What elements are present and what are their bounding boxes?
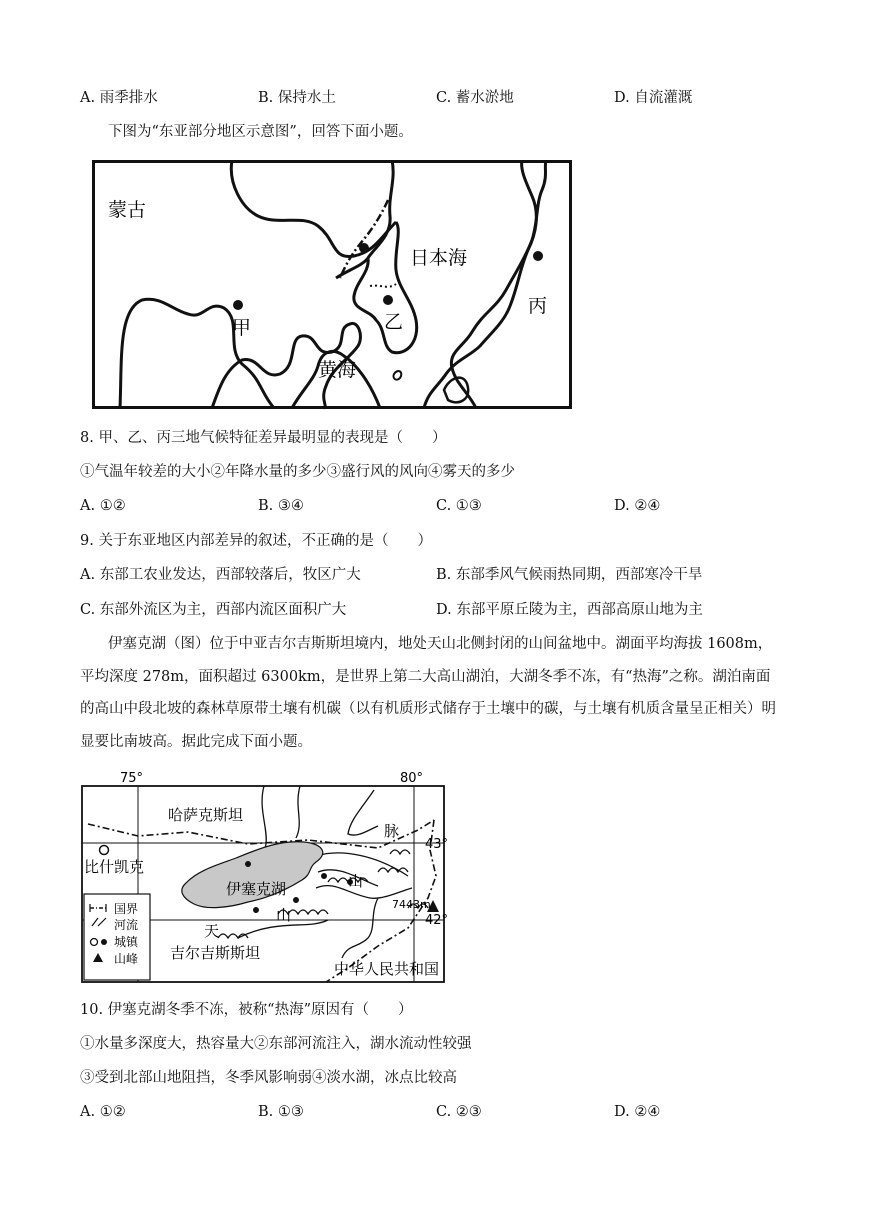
label-shan-lower: 山: [276, 906, 292, 924]
label-yellow-sea: 黄海: [318, 359, 357, 381]
label-peak-elevation: 7443m: [392, 898, 431, 911]
label-issyk-kul: 伊塞克湖: [226, 880, 287, 898]
map1-intro: 下图为“东亚部分地区示意图”，回答下面小题。: [108, 124, 413, 140]
legend-border: 国界: [114, 902, 139, 916]
q10-option-a: A. ①②: [80, 1104, 126, 1120]
q10-statement-1: ①水量多深度大，热容量大②东部河流注入，湖水流动性较强: [80, 1036, 472, 1052]
q10-option-c: C. ②③: [436, 1104, 482, 1120]
label-yi: 乙: [384, 311, 404, 333]
east-asia-map: [92, 160, 572, 410]
label-shan-upper: 山: [348, 872, 364, 890]
q9-stem: 9. 关于东亚地区内部差异的叙述，不正确的是（ ）: [80, 533, 432, 549]
q9-option-d: D. 东部平原丘陵为主，西部高原山地为主: [436, 602, 703, 618]
city-yi-dot: [383, 295, 393, 305]
q7-option-c: C. 蓄水淤地: [436, 90, 514, 106]
city-jia-dot: [233, 300, 243, 310]
lon-label-75: 75°: [120, 771, 144, 786]
label-bishkek: 比什凯克: [84, 858, 145, 876]
label-kyrgyzstan: 吉尔吉斯斯坦: [170, 944, 261, 962]
label-mongolia: 蒙古: [108, 199, 147, 221]
q10-stem: 10. 伊塞克湖冬季不冻，被称“热海”原因有（ ）: [80, 1002, 413, 1018]
bishkek-marker: [100, 846, 109, 855]
legend-peak: 山峰: [114, 952, 139, 966]
label-bing: 丙: [528, 295, 548, 317]
issyk-kul-map: [78, 768, 450, 986]
label-tian: 天: [204, 922, 220, 940]
q8-option-b: B. ③④: [258, 498, 304, 514]
label-sea-of-japan: 日本海: [410, 247, 468, 269]
q8-stem: 8. 甲、乙、丙三地气候特征差异最明显的表现是（ ）: [80, 430, 447, 446]
city-bing-dot: [533, 251, 543, 261]
lat-label-42: 42°: [424, 913, 448, 928]
q10-statement-2: ③受到北部山地阻挡，冬季风影响弱④淡水湖，冰点比较高: [80, 1070, 457, 1086]
lat-label-43: 43°: [424, 837, 448, 852]
label-china: 中华人民共和国: [334, 960, 440, 978]
q7-option-a: A. 雨季排水: [80, 90, 158, 106]
legend-river: 河流: [114, 918, 139, 932]
q8-option-a: A. ①②: [80, 498, 126, 514]
q10-option-b: B. ①③: [258, 1104, 304, 1120]
q9-option-c: C. 东部外流区为主，西部内流区面积广大: [80, 602, 347, 618]
map2-intro-paragraph: [80, 628, 780, 758]
lon-label-80: 80°: [400, 771, 424, 786]
q9-option-b: B. 东部季风气候雨热同期，西部寒冷干旱: [436, 567, 703, 583]
legend-town: 城镇: [114, 935, 139, 949]
q10-option-d: D. ②④: [614, 1104, 661, 1120]
q9-option-a: A. 东部工农业发达，西部较落后，牧区广大: [80, 567, 361, 583]
q8-option-d: D. ②④: [614, 498, 661, 514]
q7-option-d: D. 自流灌溉: [614, 90, 693, 106]
map2-intro-text: 伊塞克湖（图）位于中亚吉尔吉斯斯坦境内，地处天山北侧封闭的山间盆地中。湖面平均海拔 1608m，平均深度 278m，面积超过 6300km，是世界上第二大高山湖泊，大湖冬季不冻，有“热海”之称。湖泊南面的高山中段北坡的森林草原带土壤有机碳（以有机质形式储存于土壤中的碳，与土壤有机质含量呈正相关）明显要比南坡高。据此完成下面小题。: [80, 636, 776, 750]
label-kazakhstan: 哈萨克斯坦: [168, 806, 244, 824]
label-mai: 脉: [384, 822, 400, 840]
q7-option-b: B. 保持水土: [258, 90, 336, 106]
q8-statements: ①气温年较差的大小②年降水量的多少③盛行风的风向④雾天的多少: [80, 464, 515, 480]
label-jia: 甲: [232, 317, 252, 339]
q8-option-c: C. ①③: [436, 498, 482, 514]
